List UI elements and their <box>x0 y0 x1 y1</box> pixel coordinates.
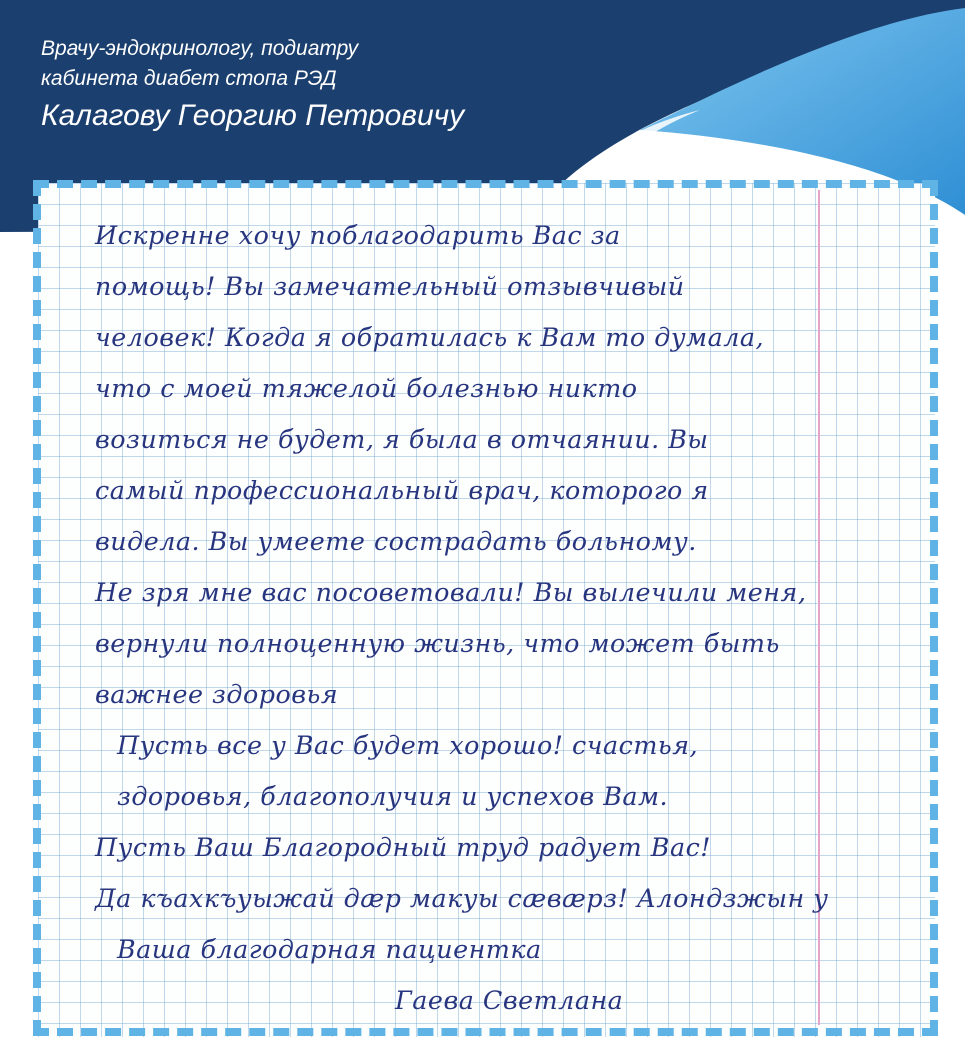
letter-signature: Гаева Светлана <box>395 985 624 1015</box>
recipient-department: кабинета диабет стопа РЭД <box>41 67 337 90</box>
letter-line: Пусть Ваш Благородный труд радует Вас! <box>95 832 711 862</box>
letter-line: помощь! Вы замечательный отзывчивый <box>95 271 685 301</box>
letter-line: человек! Когда я обратилась к Вам то думала, <box>95 322 765 352</box>
recipient-block <box>41 34 464 136</box>
letter-line: Не зря мне вас посоветовали! Вы вылечили меня, <box>95 577 807 607</box>
recipient-name: Калагову Георгию Петровичу <box>41 99 465 132</box>
letter-line: здоровья, благополучия и успехов Вам. <box>117 781 669 811</box>
letter-line: видела. Вы умеете сострадать больному. <box>95 526 697 556</box>
recipient-title: Врачу-эндокринологу, подиатру <box>41 37 359 60</box>
letter-line: вернули полноценную жизнь, что может быть <box>95 628 780 658</box>
handwritten-letter <box>95 210 935 1026</box>
letter-line: что с моей тяжелой болезнью никто <box>95 373 638 403</box>
letter-line: возиться не будет, я была в отчаянии. Вы <box>95 424 709 454</box>
letter-closing: Ваша благодарная пациентка <box>117 934 542 964</box>
letter-line: Пусть все у Вас будет хорошо! счастья, <box>117 730 699 760</box>
letter-line: Да къахкъуыжай дæр макуы сæвæрз! Алондзжын у <box>95 883 829 913</box>
letter-line: Искренне хочу поблагодарить Вас за <box>95 220 621 250</box>
letter-line: самый профессиональный врач, которого я <box>95 475 709 505</box>
letter-line: важнее здоровья <box>95 679 339 709</box>
